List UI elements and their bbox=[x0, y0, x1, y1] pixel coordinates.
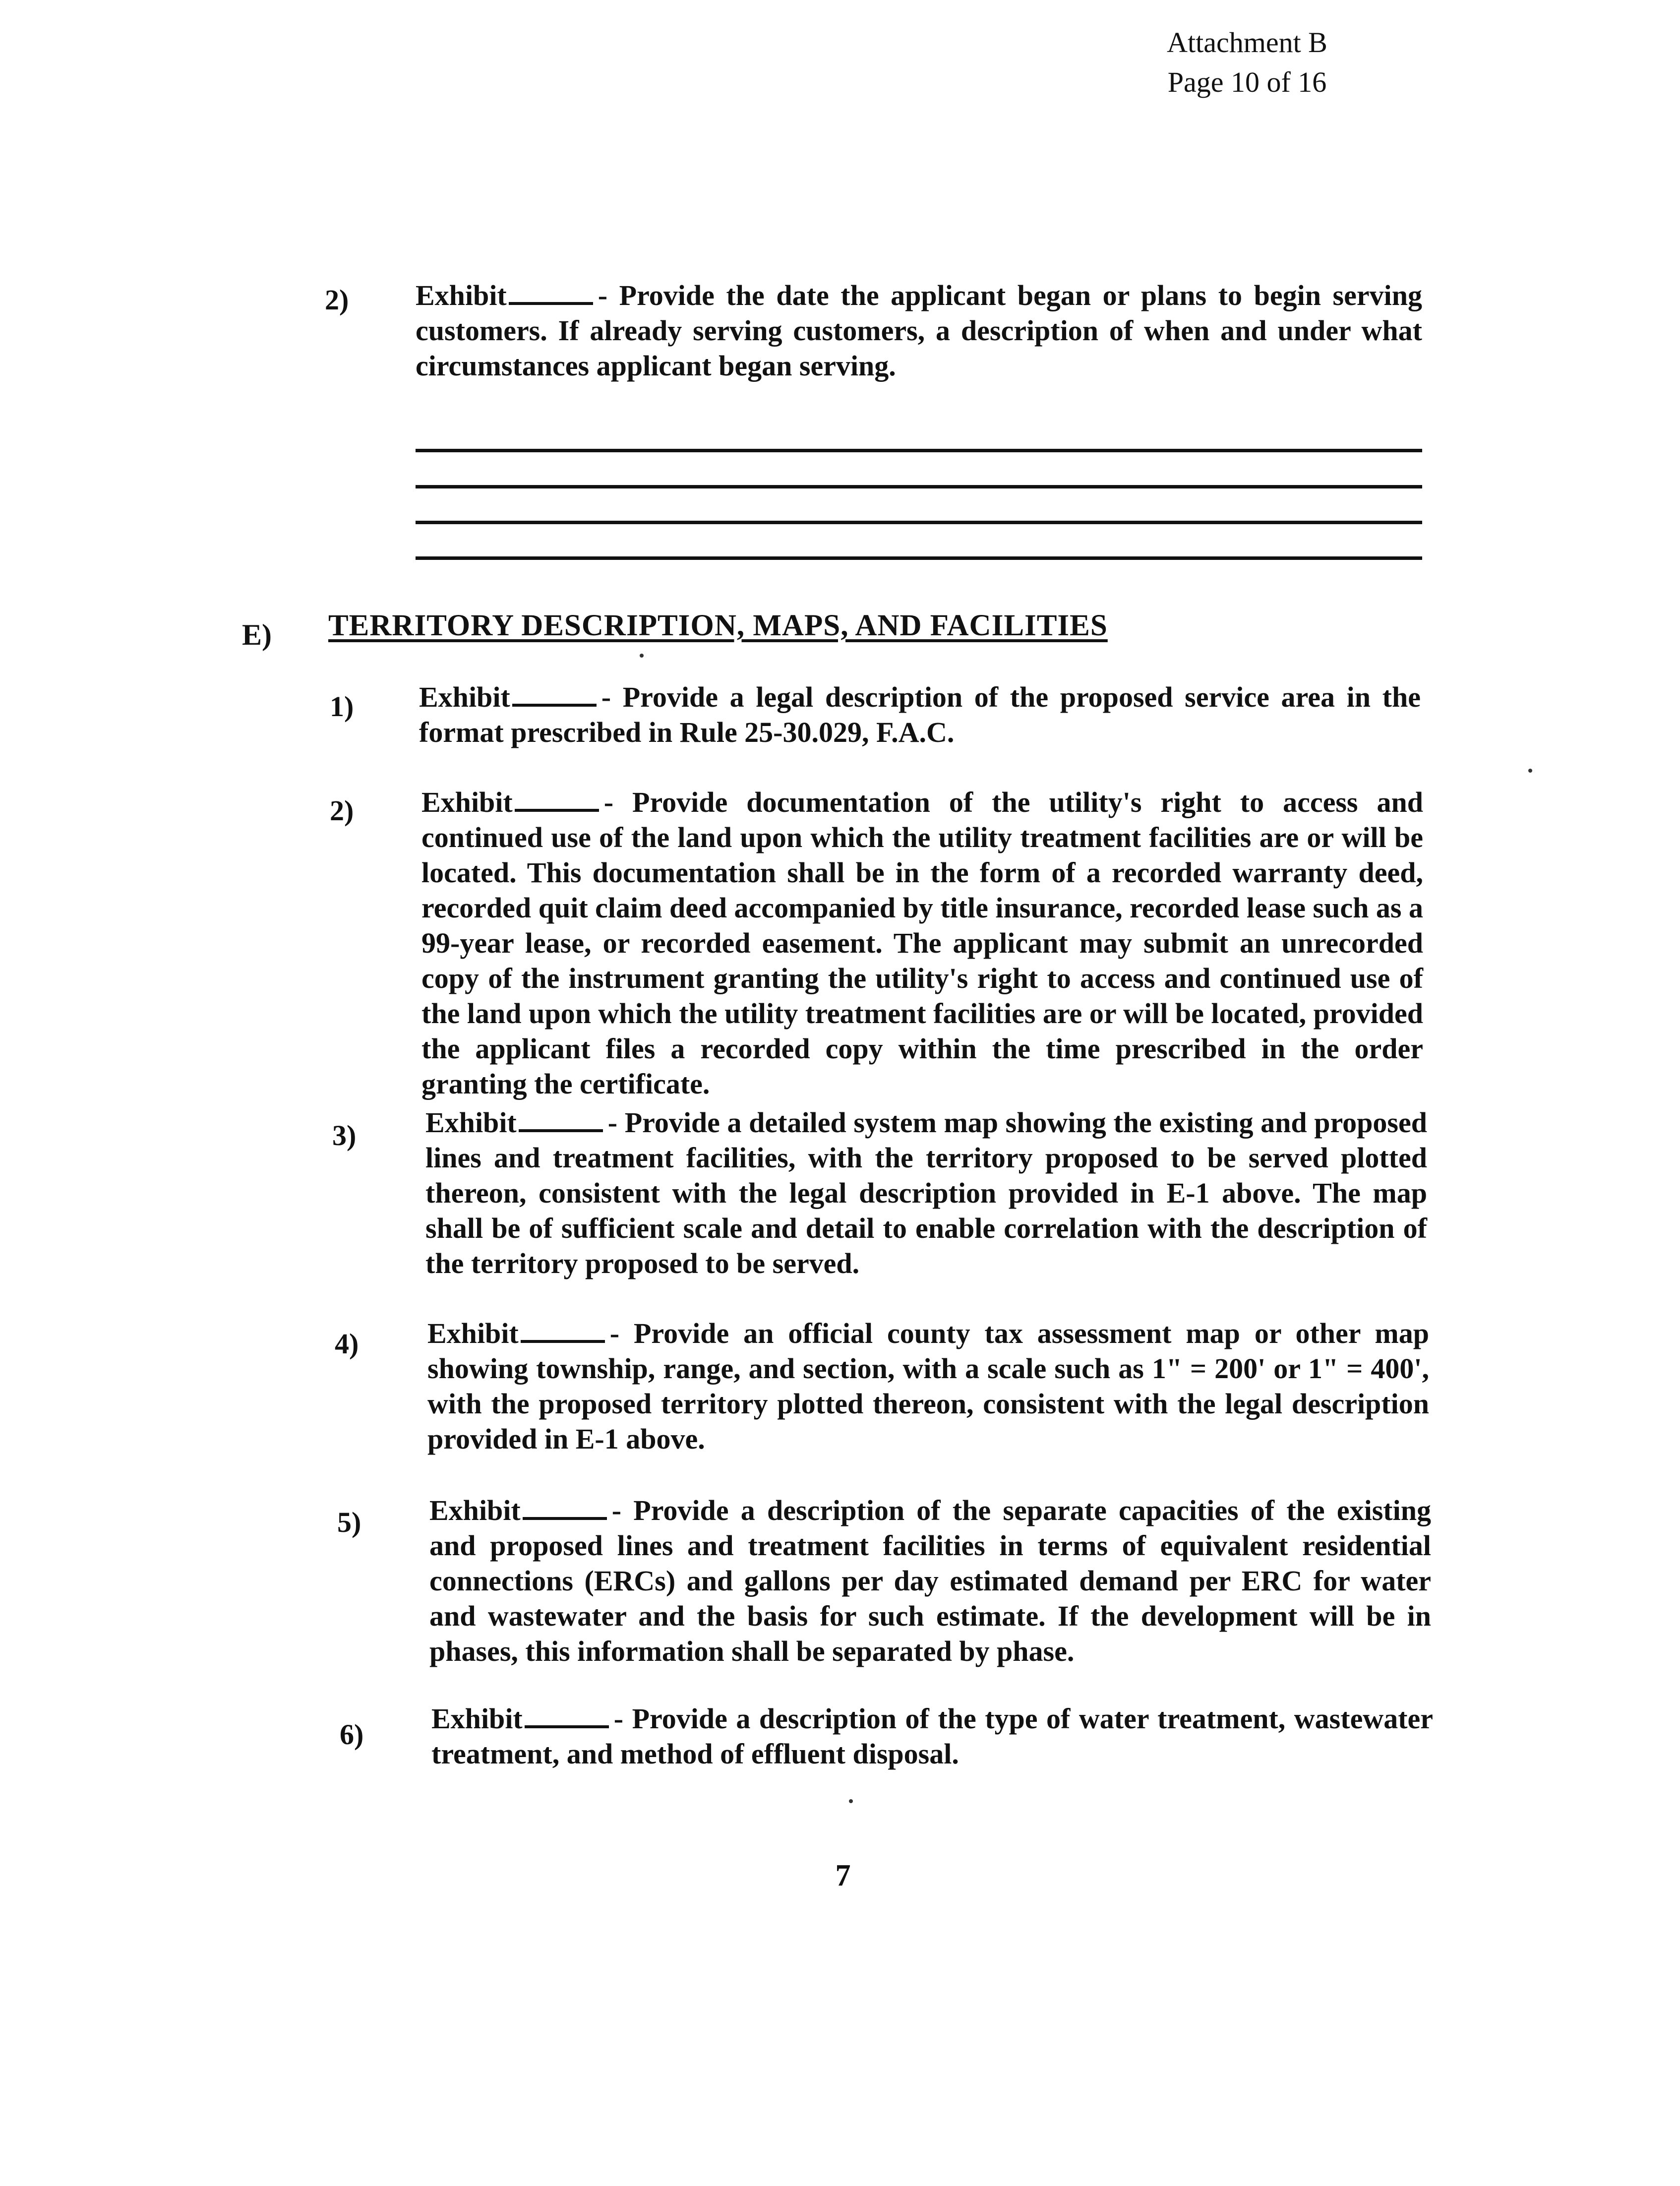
attachment-label: Attachment B bbox=[1167, 26, 1327, 59]
answer-line[interactable] bbox=[416, 449, 1422, 452]
item-number: 6) bbox=[340, 1718, 364, 1751]
item-number: 3) bbox=[332, 1119, 357, 1152]
page-counter: Page 10 of 16 bbox=[1167, 66, 1327, 98]
exhibit-text: - Provide the date the applicant began or plans to begin serving customers. If already serving customers, a description of when and under what circumstances applicant began serving. bbox=[416, 279, 1422, 382]
exhibit-text: - Provide a legal description of the proposed service area in the format prescribed in Rule 25-30.029, F.A.C. bbox=[419, 681, 1421, 748]
exhibit-text: - Provide an official county tax assessment map or other map showing township, range, and section, with a scale such as 1" = 200' or 1" = 400', with the proposed territory plotted thereon, consistent with the legal description provided in E-1 above. bbox=[427, 1317, 1429, 1455]
item-number: 4) bbox=[335, 1328, 359, 1360]
page-number: 7 bbox=[835, 1859, 851, 1892]
exhibit-blank[interactable] bbox=[523, 1497, 607, 1520]
exhibit-label: Exhibit bbox=[425, 1106, 517, 1139]
item-number: 1) bbox=[330, 690, 354, 723]
exhibit-paragraph bbox=[421, 785, 1423, 1101]
exhibit-text: - Provide documentation of the utility's right to access and continued use of the land upon which the utility treatment facilities are or will be located. This documentation shall be in the form of a recorded warranty deed, recorded quit claim deed accompanied by title insurance, recorded lease such as a 99-year lease, or recorded easement. The applicant may submit an unrecorded copy of the instrument granting the utility's right to access and continued use of the land upon which the utility treatment facilities are or will be located, provided the applicant files a recorded copy within the time prescribed in the order granting the certificate. bbox=[421, 786, 1423, 1100]
exhibit-paragraph bbox=[431, 1701, 1433, 1771]
item-number: 2) bbox=[330, 794, 354, 827]
exhibit-text: - Provide a description of the separate capacities of the existing and proposed lines and treatment facilities in terms of equivalent residential connections (ERCs) and gallons per day estimated demand per ERC for water and wastewater and the basis for such estimate. If the development will be in phases, this information shall be separated by phase. bbox=[429, 1494, 1431, 1667]
scan-speck bbox=[849, 1799, 853, 1803]
exhibit-blank[interactable] bbox=[519, 1109, 603, 1132]
page-header bbox=[1136, 23, 1359, 102]
exhibit-paragraph bbox=[425, 1105, 1427, 1281]
exhibit-label: Exhibit bbox=[427, 1317, 519, 1349]
exhibit-label: Exhibit bbox=[419, 681, 510, 713]
answer-line[interactable] bbox=[416, 521, 1422, 524]
exhibit-label: Exhibit bbox=[431, 1702, 523, 1735]
exhibit-text: - Provide a description of the type of water treatment, wastewater treatment, and method of effluent disposal. bbox=[431, 1702, 1433, 1770]
item-number: 5) bbox=[337, 1506, 361, 1538]
exhibit-paragraph bbox=[429, 1493, 1431, 1669]
exhibit-label: Exhibit bbox=[429, 1494, 521, 1526]
answer-line[interactable] bbox=[416, 485, 1422, 488]
exhibit-text: - Provide a detailed system map showing the existing and proposed lines and treatment facilities, with the territory proposed to be served plotted thereon, consistent with the legal description provided in E-1 above. The map shall be of sufficient scale and detail to enable correlation with the description of the territory proposed to be served. bbox=[425, 1106, 1427, 1279]
exhibit-paragraph bbox=[427, 1316, 1429, 1457]
exhibit-blank[interactable] bbox=[525, 1705, 609, 1728]
section-letter: E) bbox=[242, 618, 272, 651]
exhibit-blank[interactable] bbox=[512, 684, 597, 707]
exhibit-label: Exhibit bbox=[421, 786, 513, 818]
exhibit-paragraph bbox=[416, 278, 1422, 383]
answer-line[interactable] bbox=[416, 556, 1422, 560]
scan-speck bbox=[640, 654, 644, 658]
exhibit-paragraph bbox=[419, 679, 1421, 750]
exhibit-blank[interactable] bbox=[509, 282, 593, 305]
exhibit-label: Exhibit bbox=[416, 279, 507, 311]
scan-speck bbox=[1528, 769, 1532, 773]
exhibit-blank[interactable] bbox=[515, 789, 599, 812]
item-number: 2) bbox=[325, 284, 349, 316]
section-title: TERRITORY DESCRIPTION, MAPS, AND FACILITIES bbox=[328, 609, 1108, 642]
exhibit-blank[interactable] bbox=[521, 1320, 605, 1343]
